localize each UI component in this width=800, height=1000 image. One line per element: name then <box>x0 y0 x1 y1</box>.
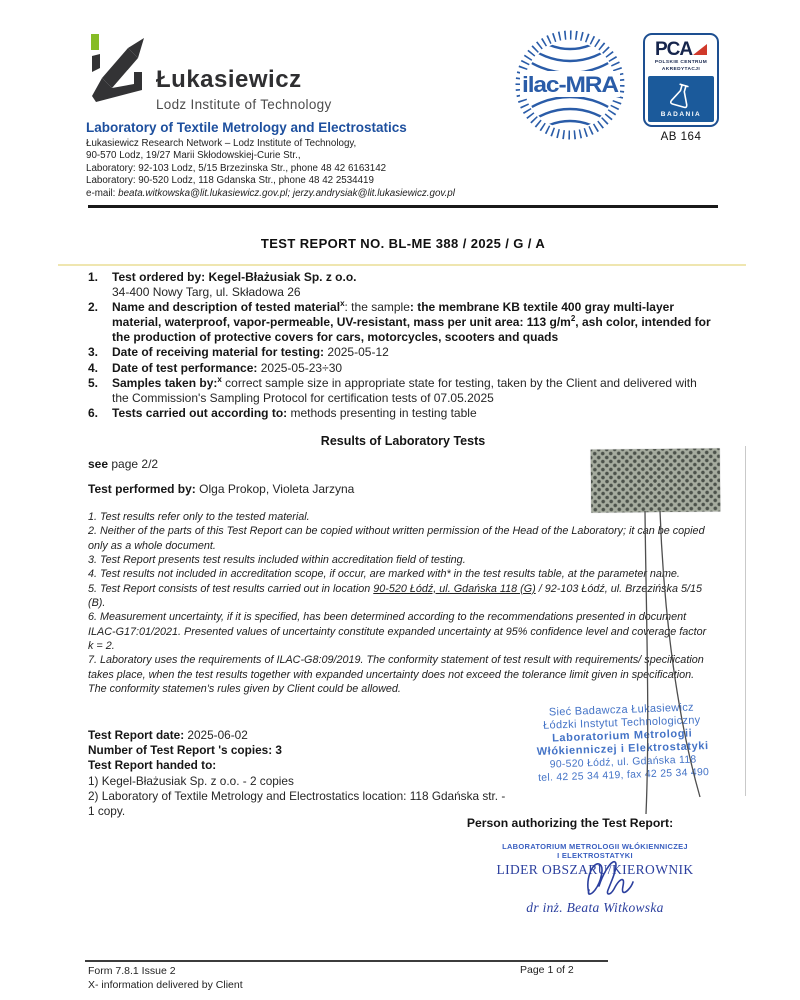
footnote-marker: x <box>217 374 222 384</box>
item-date-performed <box>88 361 712 376</box>
lukasiewicz-logo-icon <box>86 30 150 104</box>
note-3: 3. Test Report presents test results included within accreditation field of testing. <box>88 554 466 567</box>
scan-edge-artifact <box>745 446 746 796</box>
stamp-line: Sieć Badawcza Łukasiewicz <box>548 701 695 719</box>
see-value: page 2/2 <box>111 457 159 471</box>
scan-artifact-line <box>58 264 746 266</box>
ilac-mra-label: ilac-MRA <box>522 72 620 97</box>
item-test-methods <box>88 406 712 421</box>
report-date-value: 2025-06-02 <box>187 728 248 742</box>
report-meta <box>88 728 508 819</box>
stamp-line: Włókienniczej i Elektrostatyki <box>536 739 709 758</box>
flask-icon <box>669 83 693 109</box>
ilac-mra-seal-icon <box>514 29 626 141</box>
report-date-label: Test Report date: <box>88 728 185 742</box>
item-material-description <box>88 300 712 345</box>
brand-name: Łukasiewicz <box>156 66 302 93</box>
item-value: correct sample size in appropriate state for testing, taken by the Client and delivered with the Commission's Sampling Protocol for certification tests of 07.05.2025 <box>112 375 697 405</box>
footnote-marker: x <box>340 299 345 309</box>
stamp-line: LABORATORIUM METROLOGII WŁÓKIENNICZEJ <box>502 842 688 851</box>
pca-wordmark-icon <box>653 39 709 59</box>
signature-icon <box>583 856 653 902</box>
item-label: Name and description of tested material <box>112 300 341 315</box>
item-text <box>112 300 712 345</box>
see-label: see <box>88 457 109 471</box>
pca-badania-box <box>648 76 714 122</box>
performed-label: Test performed by: <box>88 482 196 496</box>
brand-subtitle: Lodz Institute of Technology <box>156 97 332 112</box>
item-value-bold: , ash color, intended for the production of protective covers for cars, motorcycles, scooters and quads <box>112 315 711 345</box>
address-line: Laboratory: 90-520 Lodz, 118 Gdanska Str., phone 48 42 2534419 <box>86 175 374 187</box>
note-5 <box>88 582 710 611</box>
copies-line: Number of Test Report 's copies: 3 <box>88 743 282 758</box>
note-1: 1. Test results refer only to the tested material. <box>88 511 310 523</box>
fabric-sample-swatch <box>591 448 721 512</box>
laboratory-address-stamp <box>499 700 747 787</box>
pca-wordmark: PCA <box>655 39 693 59</box>
item-samples-taken <box>88 376 712 406</box>
note-6: 6. Measurement uncertainty, if it is specified, has been determined according to the recommendations presented in document ILAC-G17:01/2021. Presented values of uncertainty constitute expanded uncertainty at 95% confidence level and coverage factor k = 2. <box>88 611 707 653</box>
page-number: Page 1 of 2 <box>520 964 574 976</box>
authorization-heading: Person authorizing the Test Report: <box>466 816 674 830</box>
stamp-line: Laboratorium Metrologii <box>551 727 693 745</box>
item-label: Date of receiving material for testing: <box>112 345 325 360</box>
results-heading: Results of Laboratory Tests <box>320 434 486 448</box>
item-number: 6. <box>88 405 99 420</box>
note-4: 4. Test results not included in accreditation scope, if occur, are marked with* in the test results table, at the parameter name. <box>88 568 680 581</box>
form-number: Form 7.8.1 Issue 2 <box>88 965 176 977</box>
address-line: 90-570 Lodz, 19/27 Marii Skłodowskiej-Curie Str., <box>86 150 301 162</box>
email-label: e-mail: <box>86 187 116 199</box>
footer-divider <box>85 960 608 962</box>
pca-logo <box>643 33 719 143</box>
laboratory-name: Laboratory of Textile Metrology and Electrostatics <box>86 120 407 135</box>
email-addresses: beata.witkowska@lit.lukasiewicz.gov.pl; jerzy.andrysiak@lit.lukasiewicz.gov.pl <box>118 187 455 199</box>
footer-left <box>88 965 243 992</box>
laboratory-address <box>86 138 516 200</box>
item-value: : the sample <box>344 300 410 315</box>
item-value: 2025-05-23÷30 <box>260 360 343 375</box>
item-test-ordered-by <box>88 270 712 300</box>
superscript: 2 <box>570 314 576 324</box>
performed-value: Olga Prokop, Violeta Jarzyna <box>199 482 355 496</box>
footnote-explanation: X- information delivered by Client <box>88 978 243 991</box>
item-number: 1. <box>88 270 99 284</box>
item-value: 2025-05-12 <box>327 345 389 360</box>
note-5-pre: 5. Test Report consists of test results carried out in location <box>88 582 374 595</box>
item-label: Tests carried out according to: <box>112 405 288 420</box>
item-value-bold: : the membrane KB textile 400 gray multi-layer material, waterproof, vapor-permeable, UV-resistant, mass per unit area: 113 g/m <box>112 300 674 330</box>
handed-to-label: Test Report handed to: <box>88 758 217 773</box>
brand-row <box>86 30 516 112</box>
performed-by-line <box>88 482 354 496</box>
item-value: methods presenting in testing table <box>290 405 477 420</box>
page-title: TEST REPORT NO. BL-ME 388 / 2025 / G / A <box>260 236 546 251</box>
item-label: Samples taken by: <box>112 375 218 390</box>
item-text <box>112 270 712 300</box>
accreditation-number: AB 164 <box>660 131 702 143</box>
pca-subtitle-line2: AKREDYTACJI <box>661 67 701 72</box>
pca-box <box>643 33 719 127</box>
item-text <box>112 406 712 421</box>
item-number: 4. <box>88 360 99 375</box>
item-number: 3. <box>88 345 99 360</box>
note-2: 2. Neither of the parts of this Test Report can be copied without written permission of the Head of the Laboratory; it can be copied only as a whole document. <box>88 525 705 552</box>
stamp-line: tel. 42 25 34 419, fax 42 25 34 490 <box>537 766 710 784</box>
email-line <box>86 188 516 200</box>
signer-name: dr inż. Beata Witkowska <box>526 900 664 915</box>
see-page-line <box>88 457 158 471</box>
stamp-line: LIDER OBSZARU/KIEROWNIK <box>496 862 694 877</box>
header-left <box>86 30 516 200</box>
item-date-received <box>88 345 712 360</box>
report-notes <box>88 510 710 696</box>
brand-texts <box>156 30 332 112</box>
note-7: 7. Laboratory uses the requirements of ILAC-G8:09/2019. The conformity statement of test result with requirements/ specification takes place, when the test results together with expanded uncertainty does not exceed the tolerance limit given in specification. The conformity statemen's rules given by Client could be allowed. <box>88 654 704 696</box>
report-items <box>88 270 712 421</box>
handed-to-1: 1) Kegel-Błażusiak Sp. z o.o. - 2 copies <box>88 773 294 788</box>
item-value: 34-400 Nowy Targ, ul. Składowa 26 <box>112 285 301 300</box>
stamp-line: Łódzki Instytut Technologiczny <box>542 714 701 732</box>
note-5-location: 90-520 Łódź, ul. Gdańska 118 (G) <box>373 582 536 595</box>
report-date-line <box>88 728 508 743</box>
item-text <box>112 345 712 360</box>
header-divider <box>88 205 718 208</box>
item-label: Date of test performance: <box>112 360 258 375</box>
item-number: 2. <box>88 300 99 315</box>
stamp-line: 90-520 Łódź, ul. Gdańska 118 <box>549 754 697 771</box>
item-text <box>112 376 712 406</box>
pca-subtitle-line1: POLSKIE CENTRUM <box>654 60 708 65</box>
note-5-post: / 92-103 Łódź, ul. Brzezińska 5/15 (B). <box>88 582 702 610</box>
item-label: Test ordered by: Kegel-Błażusiak Sp. z o.o. <box>112 270 357 284</box>
item-text <box>112 361 712 376</box>
handed-to-2: 2) Laboratory of Textile Metrology and Electrostatics location: 118 Gdańska str. - 1 copy. <box>88 788 506 819</box>
item-number: 5. <box>88 375 99 390</box>
address-line: Łukasiewicz Research Network – Lodz Institute of Technology, <box>86 138 357 149</box>
address-line: Laboratory: 92-103 Lodz, 5/15 Brzezinska Str., phone 48 42 6163142 <box>86 162 387 174</box>
pca-badge-label: BADANIA <box>660 111 702 118</box>
stamp-line: I ELEKTROSTATYKI <box>557 851 633 860</box>
